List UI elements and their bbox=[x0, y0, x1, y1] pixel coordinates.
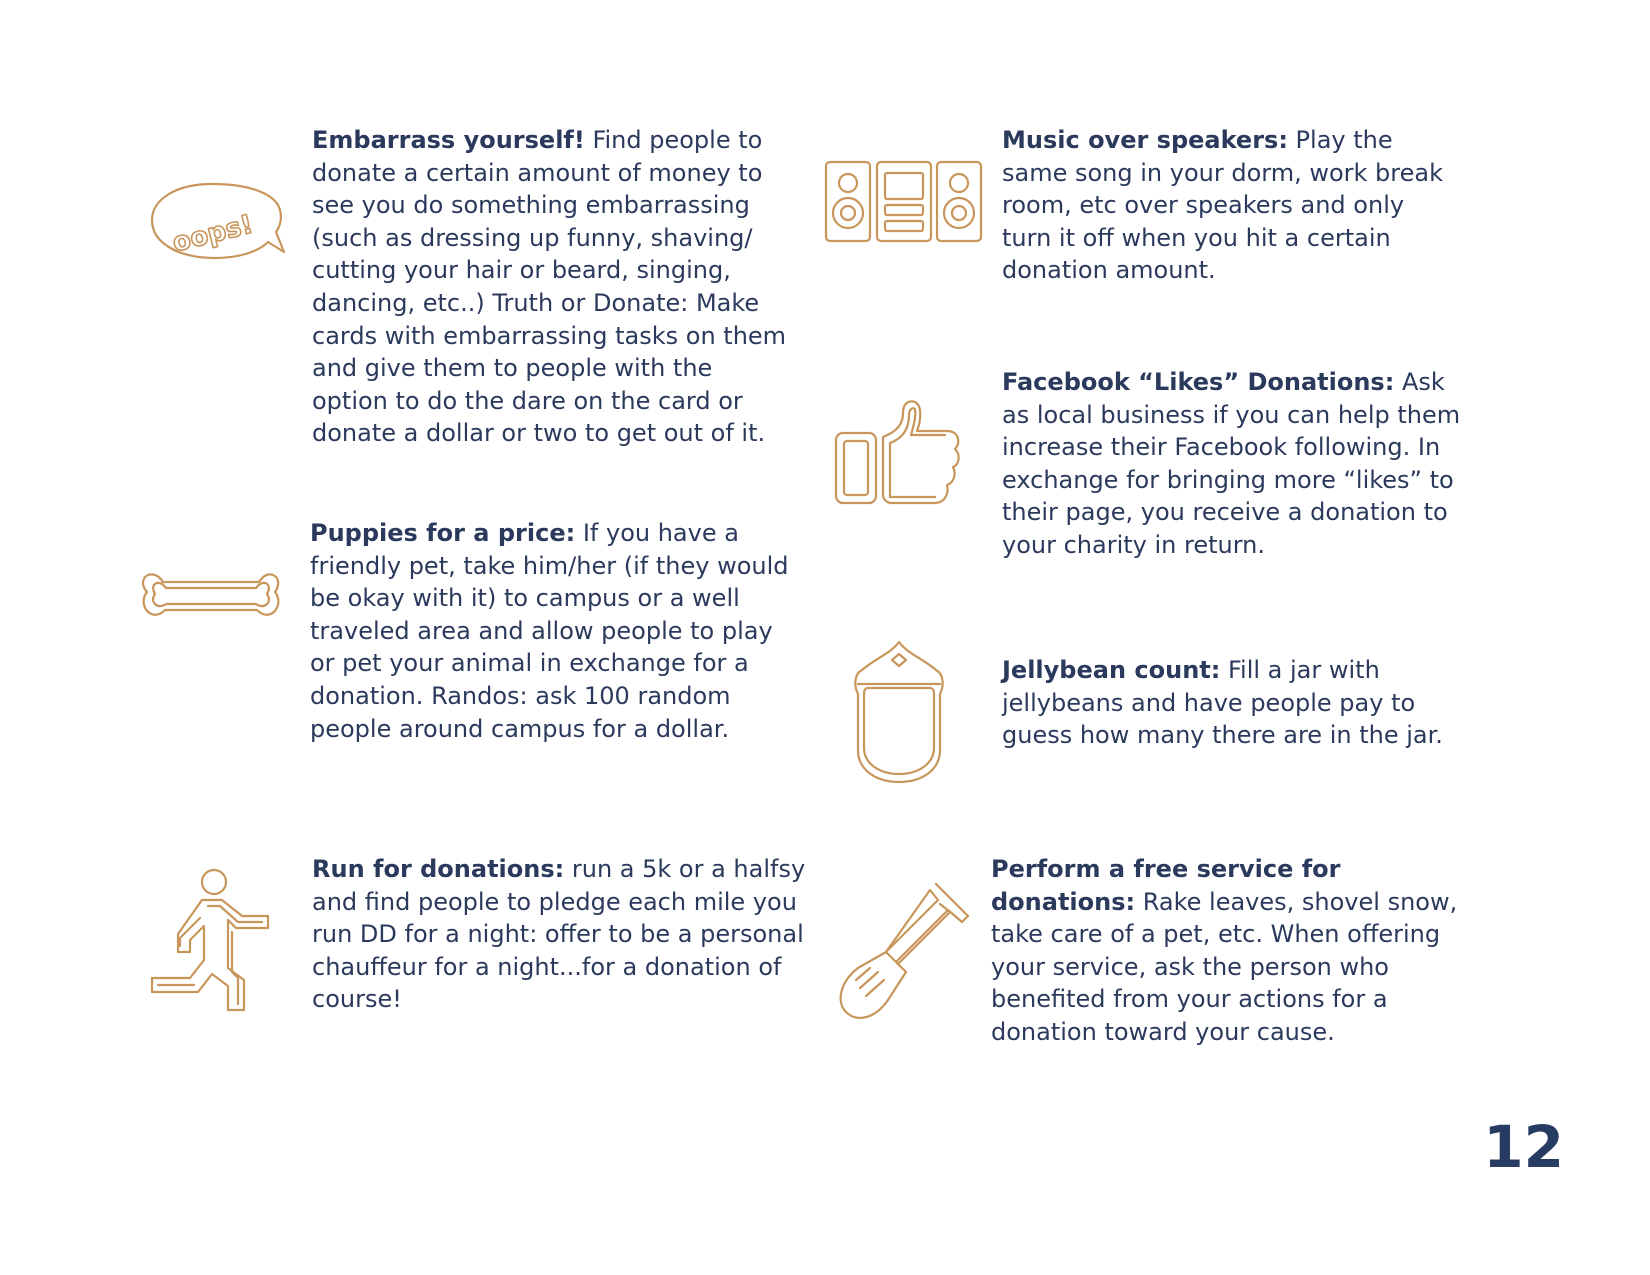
tip-jellybean-count bbox=[1002, 654, 1452, 752]
dog-bone-icon bbox=[141, 564, 281, 628]
running-person-icon bbox=[150, 868, 274, 1014]
tip-title: Perform a free service for donations: bbox=[991, 855, 1341, 916]
stereo-speakers-icon bbox=[825, 161, 983, 243]
tip-title: Music over speakers: bbox=[1002, 126, 1288, 154]
tip-body: run a 5k or a halfsy and find people to pledge each mile you run DD for a night: offer to be a personal chauffeur for a night...for a donation of course! bbox=[312, 855, 806, 1014]
tip-embarrass-yourself bbox=[312, 124, 792, 450]
tip-body: Rake leaves, shovel snow, take care of a pet, etc. When offering your service, ask the person who benefited from your actions for a donation toward your cause. bbox=[991, 887, 1458, 1046]
tip-body: Find people to donate a certain amount of money to see you do something embarrassing (such as dressing up funny, shaving/ cutting your hair or beard, singing, dancing, etc..) Truth or Donate: Make cards with embarrassing tasks on them and give them to people with the option to do the dare on the card or donate a dollar or two to get out of it. bbox=[312, 126, 787, 448]
thumbs-up-icon bbox=[835, 399, 963, 507]
tip-title: Jellybean count: bbox=[1002, 656, 1221, 684]
tip-music-over-speakers bbox=[1002, 124, 1452, 287]
tip-title: Puppies for a price: bbox=[310, 519, 576, 547]
tip-body: Ask as local business if you can help them increase their Facebook following. In exchange for bringing more “likes” to their page, you receive a donation to your charity in return. bbox=[1002, 368, 1461, 559]
tip-body: Fill a jar with jellybeans and have people pay to guess how many there are in the jar. bbox=[1002, 656, 1443, 750]
tip-title: Embarrass yourself! bbox=[312, 126, 585, 154]
oops-speech-bubble-icon bbox=[150, 180, 290, 265]
tip-free-service bbox=[991, 853, 1469, 1049]
tip-puppies-for-a-price bbox=[310, 517, 795, 745]
shovel-icon bbox=[838, 882, 974, 1022]
tip-body: If you have a friendly pet, take him/her (if they would be okay with it) to campus or a well traveled area and allow people to play or pet your animal in exchange for a donation. Randos: ask 100 random people around campus for a dollar. bbox=[310, 519, 789, 743]
tip-title: Facebook “Likes” Donations: bbox=[1002, 368, 1395, 396]
tip-facebook-likes bbox=[1002, 366, 1462, 562]
svg-text:oops!: oops! bbox=[169, 209, 257, 259]
tip-title: Run for donations: bbox=[312, 855, 565, 883]
jar-icon bbox=[852, 640, 946, 785]
tip-body: Play the same song in your dorm, work break room, etc over speakers and only turn it off when you hit a certain donation amount. bbox=[1002, 126, 1443, 285]
tip-run-for-donations bbox=[312, 853, 807, 1016]
page-number: 12 bbox=[1483, 1113, 1564, 1181]
